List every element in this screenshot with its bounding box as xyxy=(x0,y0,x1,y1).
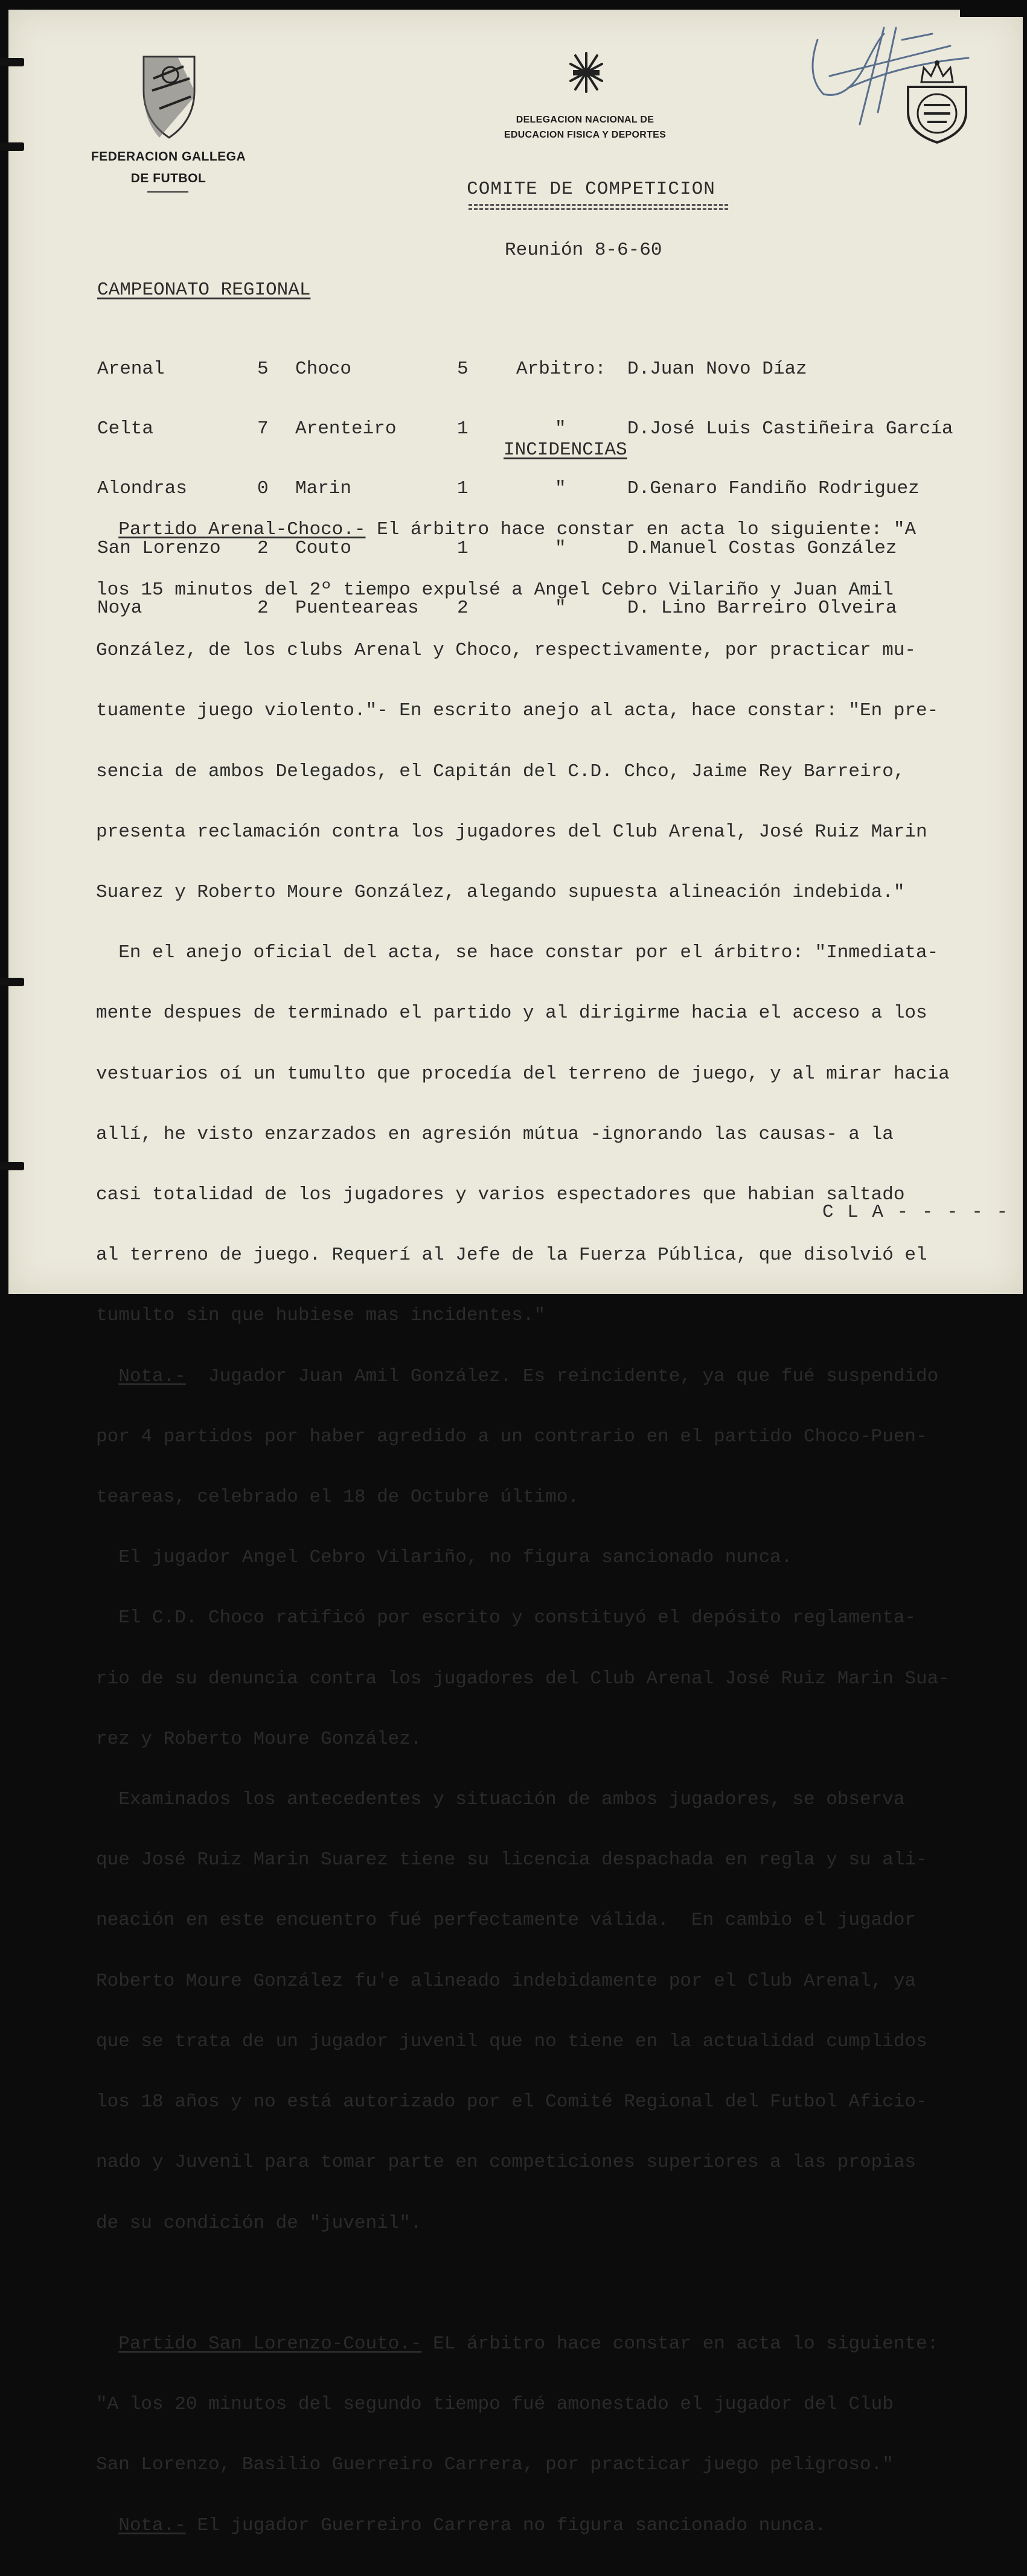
home-score: 5 xyxy=(257,359,269,380)
body-line: En el anejo oficial del acta, se hace constar por el árbitro: "Inmediata- xyxy=(96,942,939,964)
binding-hole xyxy=(0,142,24,151)
result-row xyxy=(97,418,953,439)
page-corner-shadow xyxy=(960,0,1027,17)
body-line: de su condición de "juvenil". xyxy=(96,2212,422,2234)
away-score: 1 xyxy=(457,418,469,439)
delegation-name xyxy=(467,112,703,142)
body-line: teareas, celebrado el 18 de Octubre último. xyxy=(96,1487,579,1508)
body-line: sencia de ambos Delegados, el Capitán del C.D. Chco, Jaime Rey Barreiro, xyxy=(96,760,905,782)
binding-hole xyxy=(0,1162,24,1170)
blank-line xyxy=(96,2274,1027,2294)
body-line: Roberto Moure González fu'e alineado indebidamente por el Club Arenal, ya xyxy=(96,1970,917,1992)
body-line: por 4 partidos por haber agredido a un contrario en el partido Choco-Puen- xyxy=(96,1426,927,1447)
body-line: mente despues de terminado el partido y al dirigirme hacia el acceso a los xyxy=(96,1003,927,1024)
body-line: allí, he visto enzarzados en agresión mútua -ignorando las causas- a la xyxy=(96,1123,894,1145)
away-score: 5 xyxy=(457,359,469,380)
incidents-body xyxy=(96,479,1027,2576)
yoke-and-arrows-icon xyxy=(568,51,604,94)
binding-hole xyxy=(0,978,24,986)
home-score: 2 xyxy=(257,538,269,559)
ditto-mark: " xyxy=(555,598,566,619)
referee-name: D. Lino Barreiro Olveira xyxy=(627,598,897,619)
body-line: neación en este encuentro fué perfectamente válida. En cambio el jugador xyxy=(96,1910,917,1931)
referee-name: D.Juan Novo Díaz xyxy=(627,359,807,380)
delegation-line: DELEGACION NACIONAL DE xyxy=(516,115,654,125)
body-line: El C.D. Choco ratificó por escrito y constituyó el depósito reglamenta- xyxy=(96,1607,917,1629)
body-text: El jugador Guerreiro Carrera no figura sancionado nunca. xyxy=(185,2514,827,2536)
body-line xyxy=(96,520,1027,540)
referee-name: D.Genaro Fandiño Rodriguez xyxy=(627,478,920,499)
away-team: Couto xyxy=(295,538,352,559)
body-line: casi totalidad de los jugadores y varios espectadores que habian saltado xyxy=(96,1184,905,1206)
body-line xyxy=(96,2334,1027,2354)
away-team: Marin xyxy=(295,478,352,499)
body-line: San Lorenzo, Basilio Guerreiro Carrera, por practicar juego peligroso." xyxy=(96,2454,894,2476)
committee-title: COMITE DE COMPETICION xyxy=(467,179,715,200)
federation-name xyxy=(72,146,265,190)
body-line: tumulto sin que hubiese mas incidentes." xyxy=(96,1305,546,1327)
ditto-mark: " xyxy=(555,418,566,439)
document-page xyxy=(8,10,1023,2536)
federation-name-line: DE FUTBOL xyxy=(130,171,206,185)
body-line: "A los 20 minutos del segundo tiempo fué amonestado el jugador del Club xyxy=(96,2394,894,2415)
match-heading: Partido Arenal-Choco.- xyxy=(118,518,366,540)
body-line: rez y Roberto Moure González. xyxy=(96,1728,422,1750)
body-line: nado y Juvenil para tomar parte en competiciones superiores a las propias xyxy=(96,2152,917,2173)
body-line: vestuarios oí un tumulto que procedía del terreno de juego, y al mirar hacia xyxy=(96,1063,950,1085)
body-line: Suarez y Roberto Moure González, alegando supuesta alineación indebida." xyxy=(96,882,905,904)
note-heading: Nota.- xyxy=(118,1365,186,1387)
away-score: 1 xyxy=(457,478,469,499)
home-team: Noya xyxy=(97,598,142,619)
away-team: Arenteiro xyxy=(295,418,397,439)
body-text: Jugador Juan Amil González. Es reincidente, ya que fué suspendido xyxy=(185,1365,939,1387)
referee-name: D.José Luis Castiñeira García xyxy=(627,418,953,439)
section-title: CAMPEONATO REGIONAL xyxy=(97,279,311,301)
referee-name: D.Manuel Costas González xyxy=(627,538,897,559)
note-heading: Nota.- xyxy=(118,2514,186,2536)
body-text: El árbitro hace constar en acta lo siguiente: "A xyxy=(365,518,917,540)
body-line: González, de los clubs Arenal y Choco, respectivamente, por practicar mu- xyxy=(96,640,917,662)
home-team: San Lorenzo xyxy=(97,538,221,559)
continuation-code: C L A - - - - - xyxy=(822,1202,1009,1223)
delegation-line: EDUCACION FISICA Y DEPORTES xyxy=(504,130,667,140)
home-team: Alondras xyxy=(97,478,187,499)
body-line: que se trata de un jugador juvenil que no tiene en la actualidad cumplidos xyxy=(96,2030,927,2052)
body-line: los 15 minutos del 2º tiempo expulsé a Angel Cebro Vilariño y Juan Amil xyxy=(96,579,894,601)
referee-label: Arbitro: xyxy=(516,359,606,380)
home-team: Celta xyxy=(97,418,154,439)
away-team: Puenteareas xyxy=(295,598,419,619)
body-line: los 18 años y no está autorizado por el Comité Regional del Futbol Aficio- xyxy=(96,2091,927,2113)
result-row xyxy=(97,359,807,380)
home-score: 0 xyxy=(257,478,269,499)
body-line xyxy=(96,2516,1027,2536)
body-line: rio de su denuncia contra los jugadores del Club Arenal José Ruiz Marin Sua- xyxy=(96,1668,950,1689)
away-score: 1 xyxy=(457,538,469,559)
match-heading: Partido San Lorenzo-Couto.- xyxy=(118,2333,422,2354)
body-line: presenta reclamación contra los jugadores del Club Arenal, José Ruiz Marin xyxy=(96,821,927,843)
home-score: 7 xyxy=(257,418,269,439)
away-score: 2 xyxy=(457,598,469,619)
body-line: al terreno de juego. Requerí al Jefe de la Fuerza Pública, que disolvió el xyxy=(96,1245,927,1266)
meeting-date: Reunión 8-6-60 xyxy=(505,240,662,261)
body-text: EL árbitro hace constar en acta lo siguiente: xyxy=(421,2333,939,2354)
federation-name-line: FEDERACION GALLEGA xyxy=(91,150,246,164)
body-line xyxy=(96,1366,1027,1386)
body-line: tuamente juego violento."- En escrito anejo al acta, hace constar: "En pre- xyxy=(96,700,939,722)
committee-title-double-rule xyxy=(469,204,728,210)
home-team: Arenal xyxy=(97,359,165,380)
body-line: que José Ruiz Marin Suarez tiene su licencia despachada en regla y su ali- xyxy=(96,1849,927,1871)
home-score: 2 xyxy=(257,598,269,619)
federation-underline xyxy=(147,191,188,193)
body-line: Examinados los antecedentes y situación de ambos jugadores, se observa xyxy=(96,1789,905,1811)
ditto-mark: " xyxy=(555,478,566,499)
body-line: El jugador Angel Cebro Vilariño, no figura sancionado nunca. xyxy=(96,1547,793,1569)
federation-shield-icon xyxy=(141,54,197,140)
incidents-title: INCIDENCIAS xyxy=(504,439,627,461)
ditto-mark: " xyxy=(555,538,566,559)
crowned-crest-icon xyxy=(903,58,971,144)
binding-hole xyxy=(0,58,24,66)
away-team: Choco xyxy=(295,359,352,380)
